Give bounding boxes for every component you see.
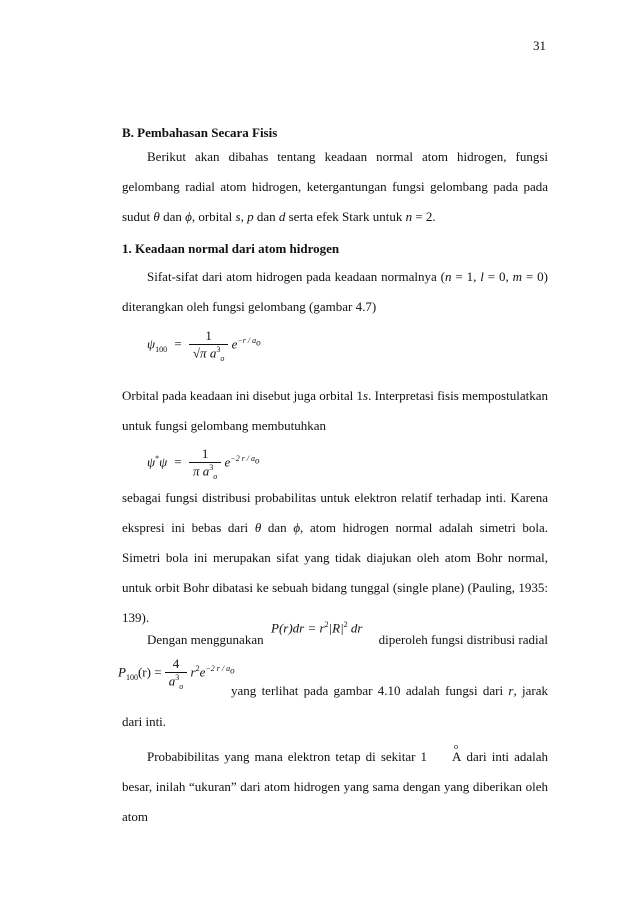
probability-formula: $P(r)dr = r^2|R|^2$ dr [271, 620, 363, 636]
page-number: 31 [533, 38, 546, 53]
subsection-heading: 1. Keadaan normal dari atom hidrogen [122, 241, 340, 256]
radial-function-text: yang terlihat pada gambar 4.10 adalah fungsi dari r, jarak [231, 683, 549, 698]
section-heading: B. Pembahasan Secara Fisis [122, 125, 278, 140]
equation-psi-star-psi: ψ*ψ = $\frac{1}{\pi a^3_o}$ $e^{-2 r / a_o}$ [147, 446, 260, 481]
equation-psi100: $\psi_{100}$ = $\frac{1}{√\pi a^3_o}$ $e^{-r / a_o}$ [147, 328, 261, 363]
normal-state-paragraph: Sifat-sifat dari atom hidrogen pada keadaan normalnya (n = 1, l = 0, m = 0) diterangkan oleh fungsi gelombang (gambar 4.7) [122, 269, 548, 314]
angstrom-symbol: o A [452, 742, 462, 764]
probability-paragraph: sebagai fungsi distribusi probabilitas untuk elektron relatif terhadap inti. Karena ekspresi ini bebas dari θ dan ϕ, atom hidrogen normal adalah simetri bola. Simetri bola ini merupakan sifat yang tidak diajukan oleh atom Bohr normal, untuk orbit Bohr dibatasi ke sebuah bidang tunggal (single plane) (Pauling, 1935: 139). [122, 490, 548, 625]
equation-p100: $P_{100}(r)$ = $\frac{4}{a^3_o}$ $r^2e^{-2 r / a_o}$ [118, 656, 235, 691]
intro-paragraph: Berikut akan dibahas tentang keadaan normal atom hidrogen, fungsi gelombang radial atom hidrogen, ketergantungan fungsi gelombang pada pada sudut θ dan ϕ, orbital s, p dan d serta efek Stark untuk n = 2. [122, 149, 548, 224]
radial-distribution-line: Dengan menggunakan $P(r)dr = r^2|R|^2$ dr diperoleh fungsi distribusi radial [147, 620, 548, 647]
radial-function-text-cont: dari inti. [122, 714, 167, 729]
orbital-paragraph: Orbital pada keadaan ini disebut juga orbital 1s. Interpretasi fisis mempostulatkan untuk fungsi gelombang membutuhkan [122, 388, 548, 433]
last-paragraph: Probabibilitas yang mana elektron tetap di sekitar 1 o A dari inti adalah besar, inilah “ukuran” dari atom hidrogen yang sama dengan yang diberikan oleh atom [122, 742, 549, 824]
